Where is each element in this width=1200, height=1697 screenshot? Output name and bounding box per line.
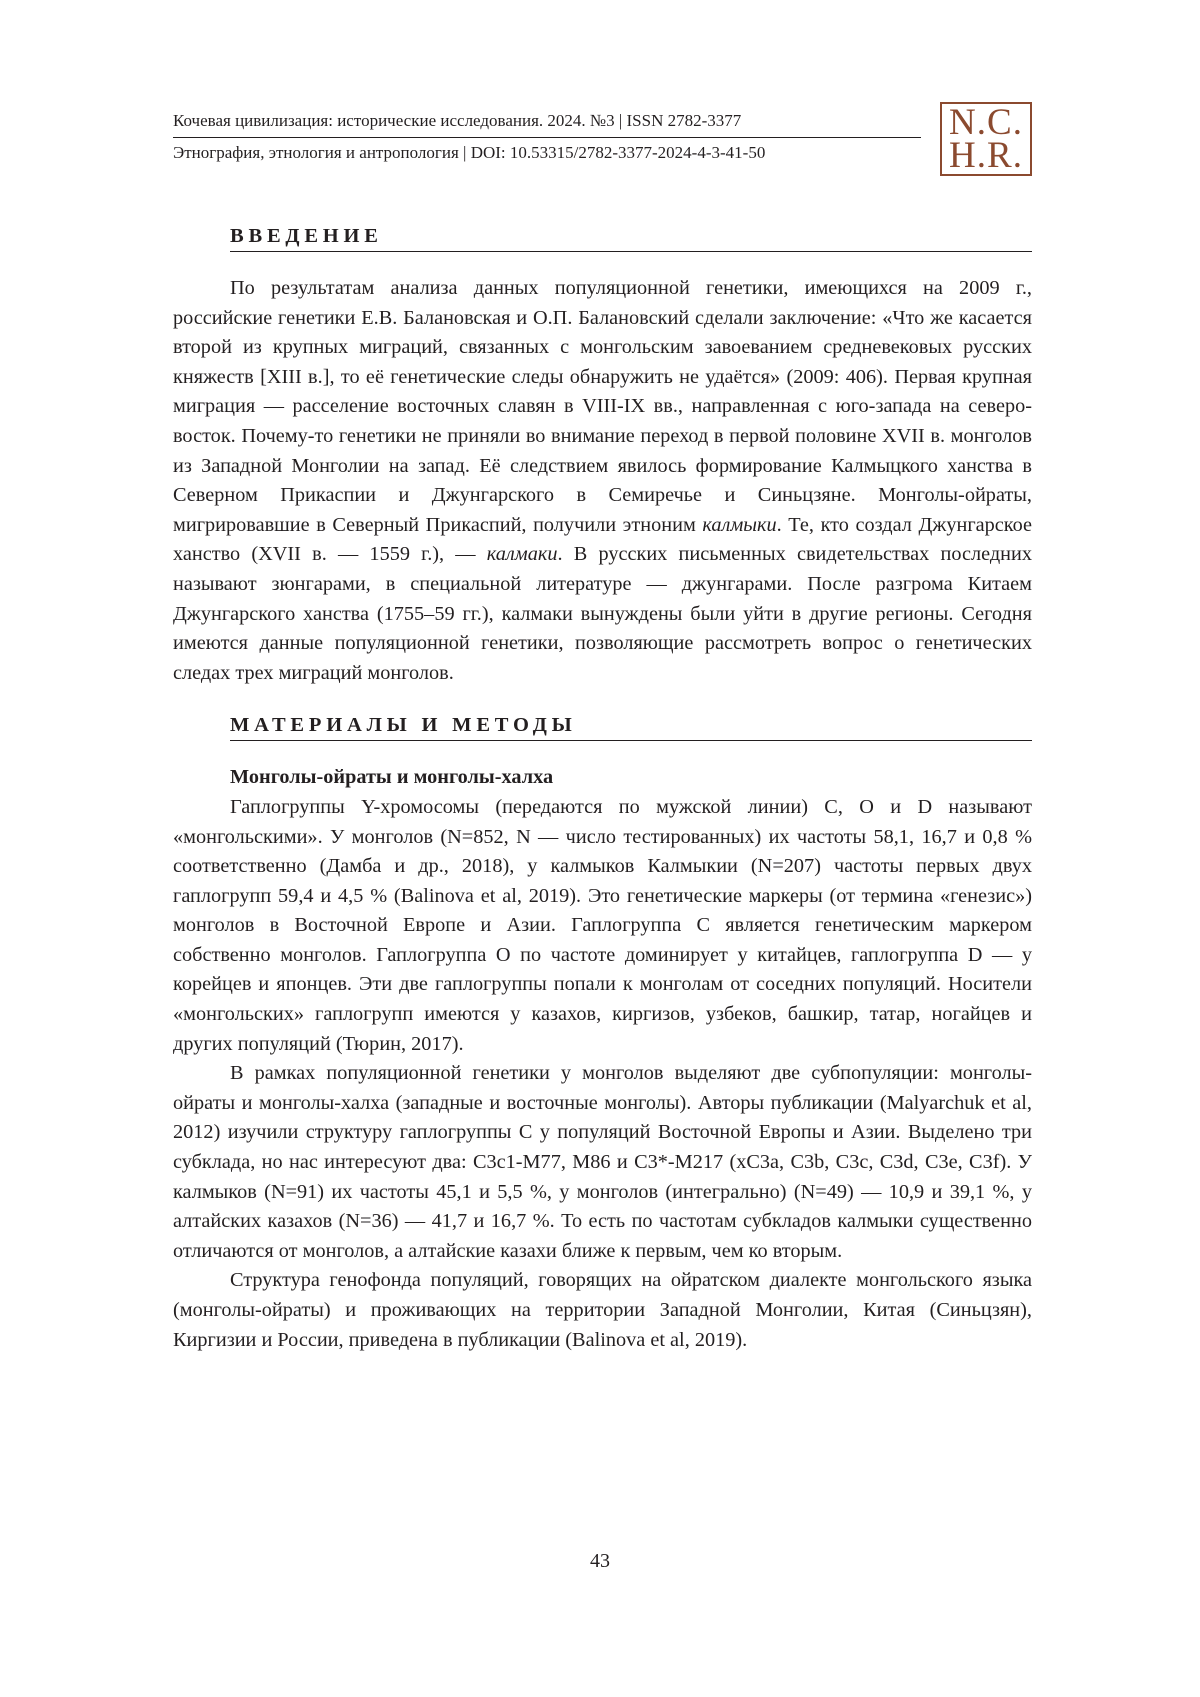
intro-text-part-1: По результатам анализа данных популяционной генетики, имеющихся на 2009 г., российские генетики Е.В. Балановская и О.П. Балановский сделали заключение: «Что же касается второй из крупных миграций, связанных с монгольским завоеванием средневековых русских княжеств [XIII в.], то её генетические следы обнаружить не удаётся» (2009: 406). Первая крупная миграция — расселение восточных славян в VIII-IX вв., направленная с юго-запада на северо-восток. Почему-то генетики не приняли во внимание переход в первой половине XVII в. монголов из Западной Монголии на запад. Её следствием явилось формирование Калмыцкого ханства в Северном Прикаспии и Джунгарского в Семиречье и Синьцзяне. Монголы-ойраты, мигрировавшие в Северный Прикаспий, получили этноним [173,277,1032,536]
intro-text-part-2: . Те, кто создал Джунгарское ханство (XVII в. — 1559 г.), — [173,513,1032,566]
logo-text-bottom: H.R. [949,135,1023,176]
running-header [173,108,921,166]
term-kalmyki: калмыки [702,513,777,536]
section-heading-introduction: ВВЕДЕНИЕ [230,225,1032,252]
methods-paragraph-3: Структура генофонда популяций, говорящих на ойратском диалекте монгольского языка (монголы-ойраты) и проживающих на территории Западной Монголии, Китая (Синьцзян), Киргизии и России, приведена в публикации (Balinova et al, 2019). [173,1269,1032,1351]
subsection-heading: Монголы-ойраты и монголы-халха [230,766,554,789]
intro-text-part-3: . В русских письменных свидетельствах последних называют зюнгарами, в специальной литературе — джунгарами. После разгрома Китаем Джунгарского ханства (1755–59 гг.), калмаки вынуждены были уйти в другие регионы. Сегодня имеются данные популяционной генетики, позволяющие рассмотреть вопрос о генетических следах трех миграций монголов. [173,543,1032,684]
article-body [173,225,1032,1355]
header-divider [173,137,921,138]
methods-paragraph-1: Гаплогруппы Y-хромосомы (передаются по мужской линии) C, O и D называют «монгольскими». У монголов (N=852, N — число тестированных) их частоты 58,1, 16,7 и 0,8 % соответственно (Дамба и др., 2018), у калмыков Калмыкии (N=207) частоты первых двух гаплогрупп 59,4 и 4,5 % (Balinova et al, 2019). Это генетические маркеры (от термина «генезис») монголов в Восточной Европе и Азии. Гаплогруппа C является генетическим маркером собственно монголов. Гаплогруппа O по частоте доминирует у китайцев, гаплогруппа D — у корейцев и японцев. Эти две гаплогруппы попали к монголам от соседних популяций. Носители «монгольских» гаплогрупп имеются у казахов, киргизов, узбеков, башкир, татар, ногайцев и других популяций (Тюрин, 2017). [173,795,1032,1055]
term-kalmaki: калмаки [486,543,558,566]
journal-title-line: Кочевая цивилизация: исторические исследования. 2024. №3 | ISSN 2782-3377 [173,111,742,130]
methods-paragraph-2: В рамках популяционной генетики у монголов выделяют две субпопуляции: монголы-ойраты и монголы-халха (западные и восточные монголы). Авторы публикации (Malyarchuk et al, 2012) изучили структуру гаплогруппы C у популяций Восточной Европы и Азии. Выделено три субклада, но нас интересуют два: C3c1-M77, M86 и C3*-M217 (xC3a, C3b, C3c, C3d, C3e, C3f). У калмыков (N=91) их частоты 45,1 и 5,5 %, у монголов (интегрально) (N=49) — 10,9 и 39,1 %, у алтайских казахов (N=36) — 41,7 и 16,7 %. То есть по частотам субкладов калмыки существенно отличаются от монголов, а алтайские казахи ближе к первым, чем ко вторым. [173,1062,1032,1262]
page-number: 43 [590,1550,610,1572]
introduction-paragraph [173,274,1032,688]
journal-logo [940,102,1032,176]
section-heading-methods: МАТЕРИАЛЫ И МЕТОДЫ [230,714,1032,741]
section-doi-line: Этнография, этнология и антропология | DOI: 10.53315/2782-3377-2024-4-3-41-50 [173,143,766,162]
logo-text-top: N.C. [949,102,1023,143]
